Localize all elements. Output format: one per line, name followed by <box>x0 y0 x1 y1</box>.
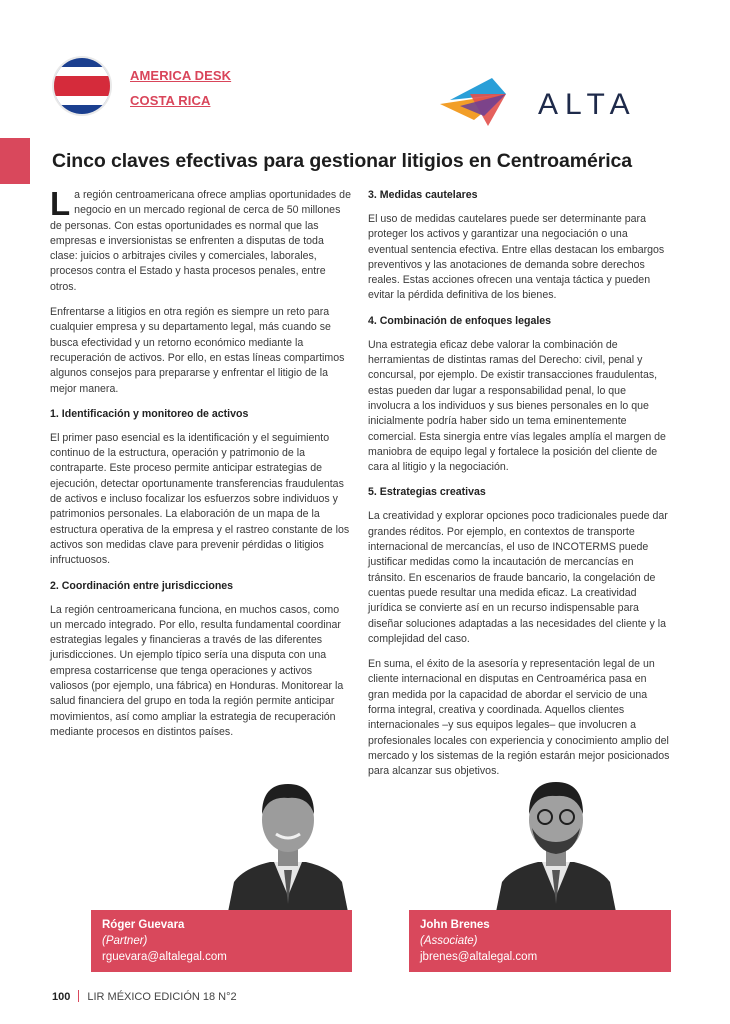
right-column <box>368 188 670 790</box>
section-heading-5: 5. Estrategias creativas <box>368 486 486 499</box>
section-heading-2: 2. Coordinación entre jurisdicciones <box>50 579 234 592</box>
intro-paragraph-1: La región centroamericana ofrece amplias oportunidades de negocio en un mercado regional de cerca de 50 millones de personas. Con estas oportunidades es normal que las empresas e inversionistas se enfrenten a disputas de toda clase: juicios o arbitrajes civiles y comerciales, laborales, procesos contra el Estado y hasta procesos penales, entre otros. <box>50 185 351 293</box>
section-4-paragraph: Una estrategia eficaz debe valorar la combinación de herramientas de distintas ramas del Derecho: civil, penal y concursal, por ejemplo. De existir transacciones fraudulentas, estas pueden dar lugar a responsabilidad penal, lo que involucra a los individuos y sus bienes personales en lo que inicialmente podría haber sido un tema eminentemente comercial. Esta sinergia entre vías legales amplía el margen de maniobra de equipo legal y fortalece la posición del cliente de cara al litigio y la negociación. <box>368 338 666 474</box>
section-5-paragraph-2: En suma, el éxito de la asesoría y representación legal de un cliente internacional en disputas en Centroamérica pasa en gran medida por la capacidad de abordar el servicio de una forma integral, creativa y coordinada. Aquellos clientes internacionales –y sus equipos legales– que involucren a profesionales locales con experiencia y conocimiento amplio del mercado y los sistemas de la región estarán mejor posicionados para alcanzar sus objetivos. <box>368 658 670 778</box>
footer-divider <box>78 990 79 1002</box>
section-heading-4: 4. Combinación de enfoques legales <box>368 314 552 327</box>
intro-paragraph-2: Enfrentarse a litigios en otra región es siempre un reto para cualquier empresa y su departamento legal, más cuando se busca efectividad y un retorno económico mediante la recuperación de activos. Por ello, en estas líneas compartimos algunos consejos para prepararse y enfrentar el litigio de la mejor manera. <box>50 306 345 395</box>
section-2-paragraph: La región centroamericana funciona, en muchos casos, como un mercado integrado. Por ello, resulta fundamental coordinar estrategias legales y financieras a través de las diferentes jurisdicciones. Un ejemplo típico sería una disputa con una empresa costarricense que tenga operaciones y activos valiosos (por ejemplo, una fábrica) en Honduras. Monitorear la salud financiera del grupo en toda la región permite anticipar movimientos, así como ampliar la estrategia de recuperación mediante procesos en distintos países. <box>50 603 344 738</box>
publication-name: LIR MÉXICO EDICIÓN 18 N°2 <box>87 991 237 1003</box>
author-photo-john-brenes <box>492 770 620 912</box>
section-1-paragraph: El primer paso esencial es la identificación y el seguimiento continuo de la estructura, operación y patrimonio de la contraparte. Este proceso permite anticipar estrategias de ejecución, detectar oportunamente transferencias fraudulentas de activos e incluso focalizar los esfuerzos sobre individuos y patrimonios personales. La elaboración de un mapa de la estructura operativa de la empresa y el rastreo constante de los activos son medidas clave para prevenir pérdidas o litigios infructuosos. <box>50 431 350 567</box>
left-column <box>50 185 352 750</box>
logo-wordmark: ALTA <box>538 88 637 121</box>
author-name: Róger Guevara <box>102 919 185 931</box>
author-role: (Partner) <box>102 935 148 947</box>
drop-cap: L <box>50 185 71 222</box>
author-email-link[interactable]: jbrenes@altalegal.com <box>420 951 538 963</box>
author-photo-roger-guevara <box>224 770 352 912</box>
country-label[interactable]: COSTA RICA <box>130 93 211 108</box>
author-role: (Associate) <box>420 935 478 947</box>
author-card-roger-guevara <box>91 910 352 972</box>
author-card-john-brenes <box>409 910 671 972</box>
side-accent-bar <box>0 138 30 184</box>
section-3-paragraph: El uso de medidas cautelares puede ser determinante para proteger los activos y garantizar una negociación o una eventual sentencia efectiva. Entre ellas destacan los embargos preventivos y las anotaciones de demanda sobre derechos reales. Estas acciones ofrecen una ventaja táctica y pueden evitar la pérdida definitiva de los bienes. <box>368 213 665 302</box>
section-5-paragraph-1: La creatividad y explorar opciones poco tradicionales puede dar grandes réditos. Por ejemplo, en contextos de transporte internacional de mercancías, el uso de INCOTERMS puede justificar medidas como la incautación de mercancías en tránsito. En escenarios de fraude bancario, la congelación de cuentas puede resultar una medida eficaz. La creatividad jurídica se convierte así en un recurso indispensable para diseñar soluciones adaptadas a las necesidades del cliente y la complejidad del caso. <box>368 510 668 645</box>
author-email-link[interactable]: rguevara@altalegal.com <box>102 951 227 963</box>
page-footer <box>52 990 237 1003</box>
costa-rica-flag-icon <box>54 58 110 114</box>
article-title: Cinco claves efectivas para gestionar litigios en Centroamérica <box>52 150 633 172</box>
section-heading-3: 3. Medidas cautelares <box>368 189 478 201</box>
author-name: John Brenes <box>420 919 490 931</box>
section-heading-1: 1. Identificación y monitoreo de activos <box>50 407 249 420</box>
section-label[interactable]: AMERICA DESK <box>130 68 232 83</box>
page-number: 100 <box>52 991 71 1003</box>
